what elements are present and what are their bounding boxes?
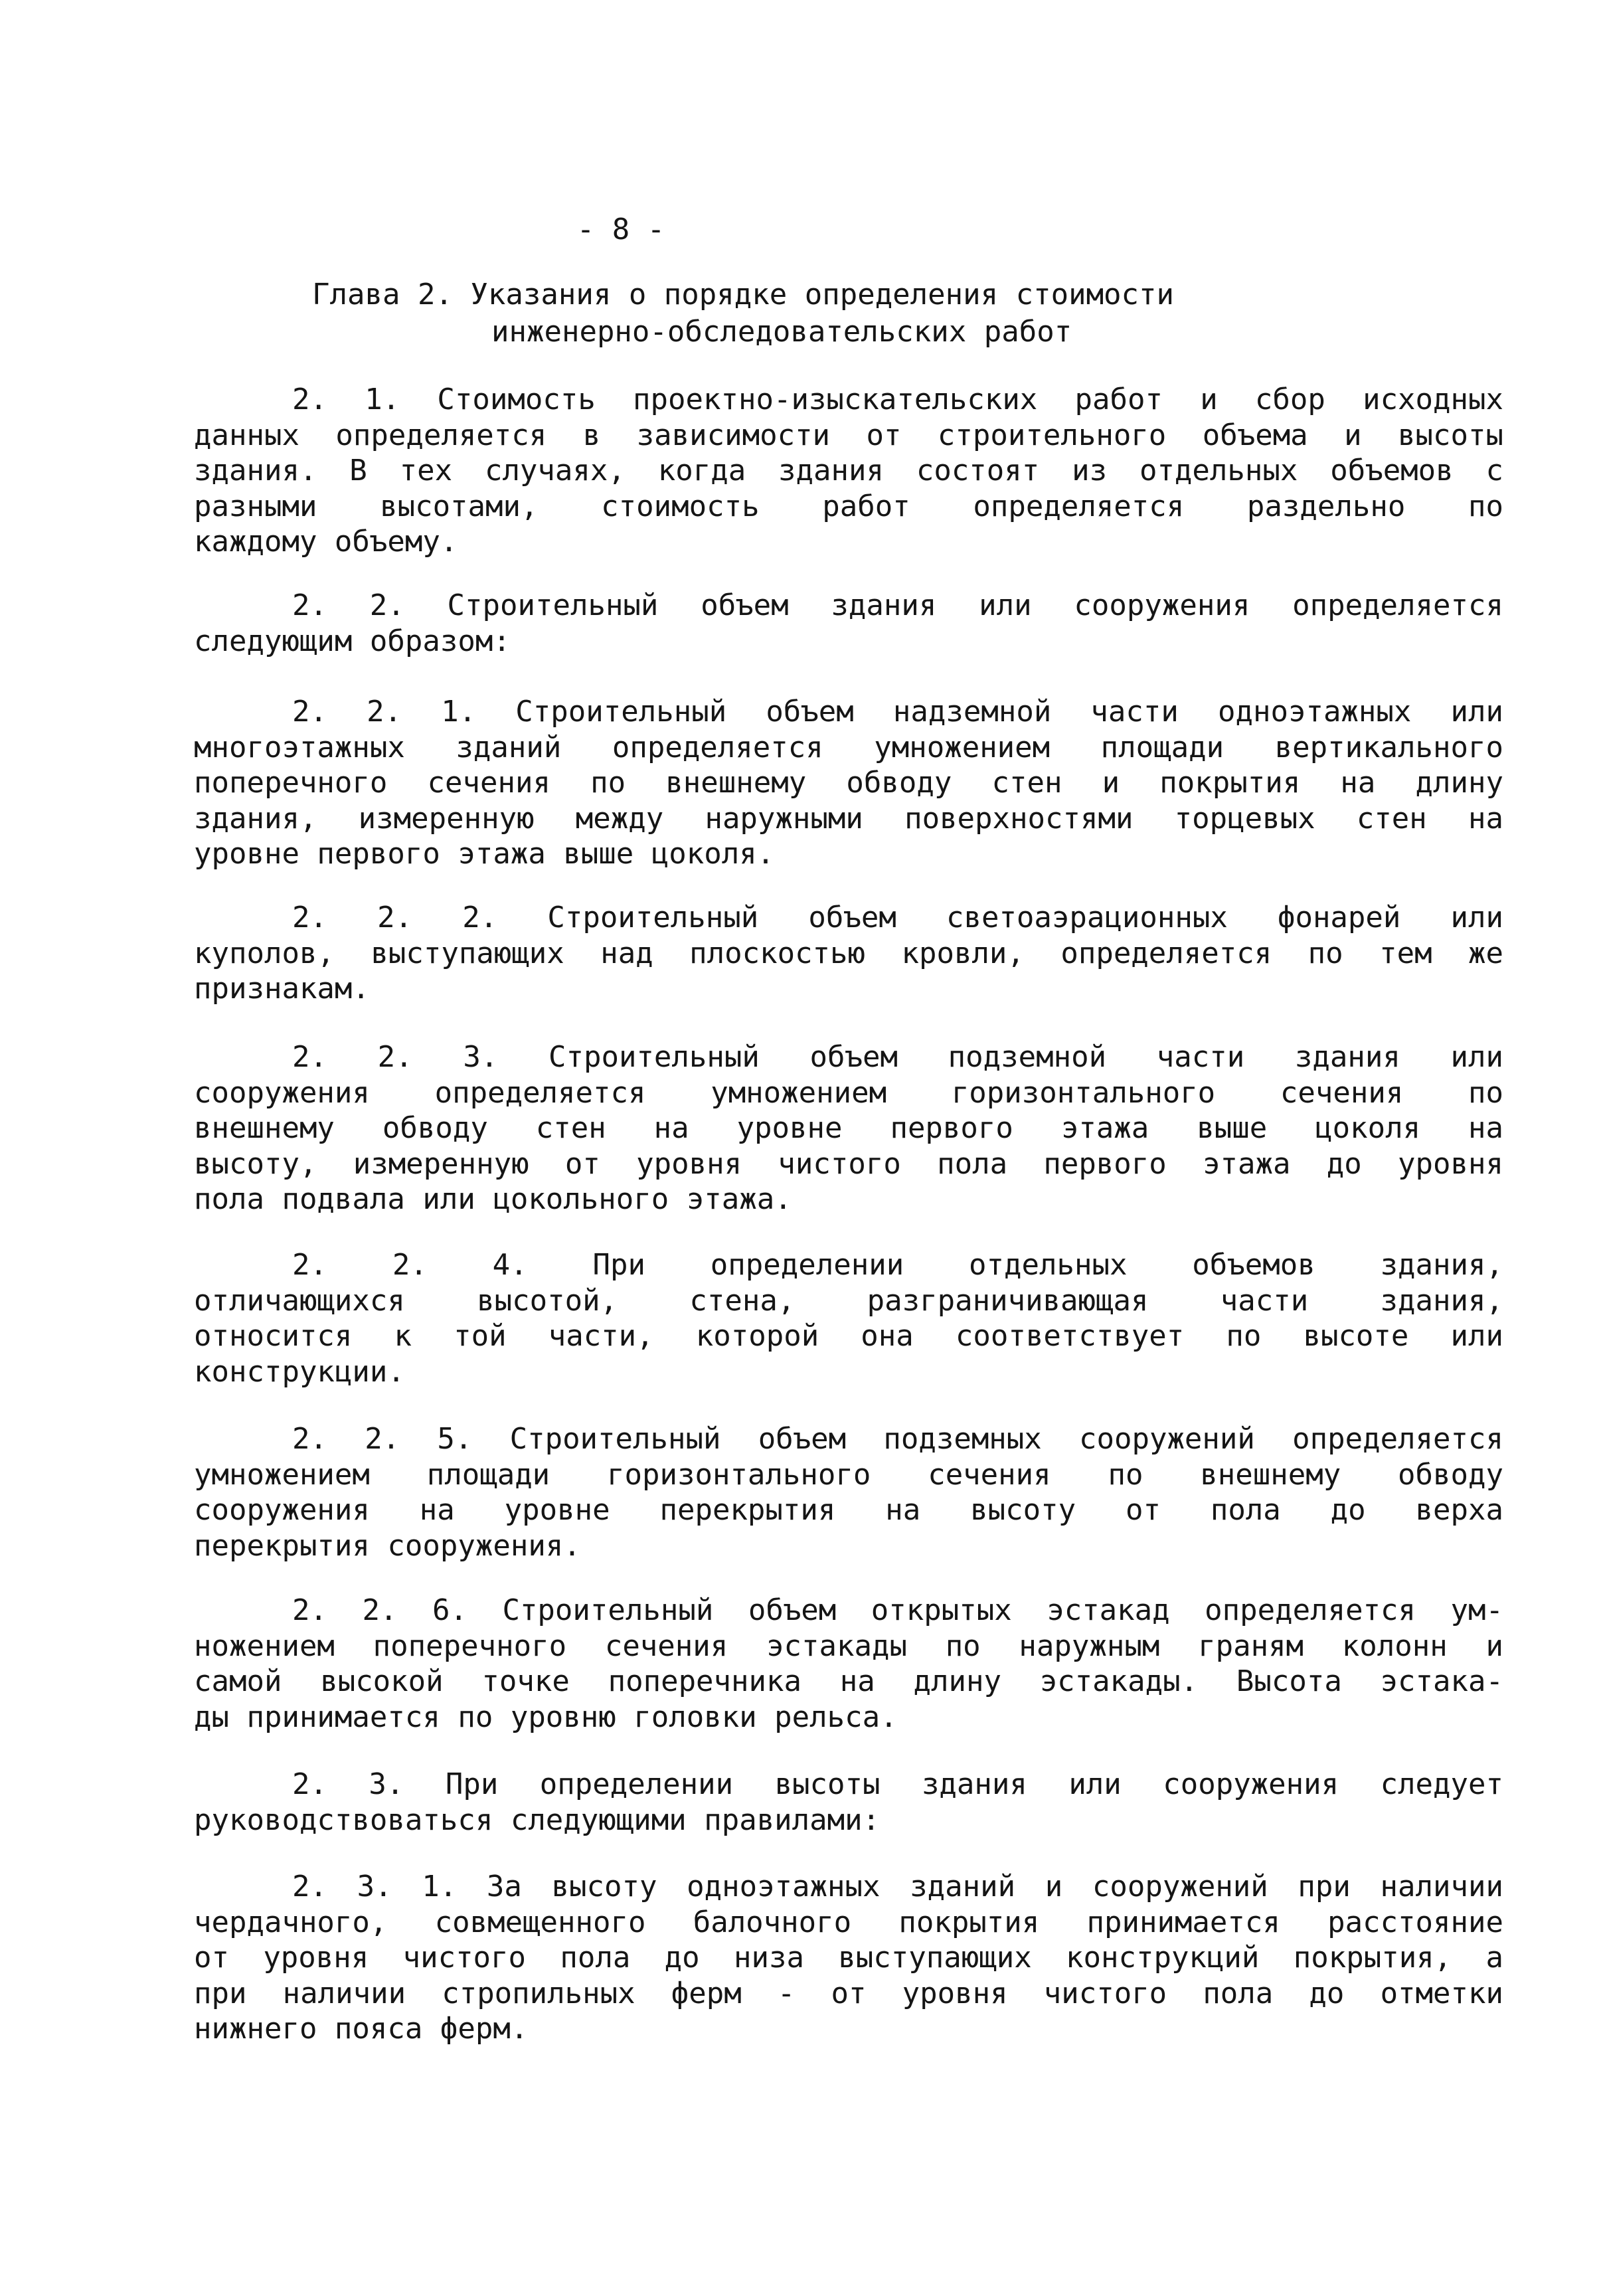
text-line: следующим образом: [194,624,511,658]
text-line: отличающихся высотой, стена, разграничивающая части здания, [194,1283,1503,1318]
text-line: высоту, измеренную от уровня чистого пола первого этажа до уровня [194,1146,1503,1181]
text-line: при наличии стропильных ферм - от уровня чистого пола до отметки [194,1976,1503,2010]
text-line: перекрытия сооружения. [194,1528,581,1563]
text-line: куполов, выступающих над плоскостью кровли, определяется по тем же [194,936,1503,970]
text-line: чердачного, совмещенного балочного покрытия принимается расстояние [194,1905,1503,1939]
paragraph-2-3-1 [194,1869,1503,2047]
paragraph-2-3 [194,1767,1503,1838]
text-line: 2. 2. 3. Строительный объем подземной части здания или [292,1040,1503,1074]
text-line: 2. 2. 2. Строительный объем светоаэрационных фонарей или [292,901,1503,934]
paragraph-2-2-3 [194,1039,1503,1217]
text-line: поперечного сечения по внешнему обводу стен и покрытия на длину [194,766,1503,800]
paragraph-2-2-1 [194,694,1503,872]
paragraph-2-1 [194,382,1503,560]
text-line: самой высокой точке поперечника на длину эстакады. Высота эстака- [194,1664,1503,1698]
text-line: умножением площади горизонтального сечения по внешнему обводу [194,1457,1503,1492]
text-line: разными высотами, стоимость работ определяется раздельно по [194,489,1503,523]
text-line: сооружения определяется умножением горизонтального сечения по [194,1075,1503,1110]
text-line: ды принимается по уровню головки рельса. [194,1700,898,1734]
text-line: внешнему обводу стен на уровне первого этажа выше цоколя на [194,1111,1503,1145]
text-line: 2. 2. 4. При определении отдельных объемов здания, [292,1248,1503,1282]
paragraph-2-2-6 [194,1593,1503,1735]
text-line: ножением поперечного сечения эстакады по наружным граням колонн и [194,1629,1503,1663]
paragraph-2-2 [194,588,1503,659]
paragraph-2-2-2 [194,900,1503,1007]
text-line: 2. 2. 1. Строительный объем надземной части одноэтажных или [292,695,1503,729]
chapter-title-line: инженерно-обследовательских работ [491,315,1072,349]
text-line: 2. 3. При определении высоты здания или сооружения следует [292,1767,1503,1801]
text-line: нижнего пояса ферм. [194,2012,529,2046]
text-line: каждому объему. [194,525,458,559]
text-line: руководствоваться следующими правилами: [194,1803,881,1837]
text-line: 2. 2. 6. Строительный объем открытых эстакад определяется ум- [292,1593,1503,1627]
text-line: 2. 1. Стоимость проектно-изыскательских работ и сбор исходных [292,383,1503,416]
text-line: уровне первого этажа выше цоколя. [194,837,775,871]
text-line: признакам. [194,972,370,1006]
text-line: здания, измеренную между наружными поверхностями торцевых стен на [194,801,1503,836]
text-line: от уровня чистого пола до низа выступающих конструкций покрытия, а [194,1941,1503,1975]
text-line: данных определяется в зависимости от строительного объема и высоты [194,418,1503,452]
text-line: 2. 2. Строительный объем здания или сооружения определяется [292,588,1503,622]
text-line: здания. В тех случаях, когда здания состоят из отдельных объемов с [194,454,1503,487]
text-line: многоэтажных зданий определяется умножением площади вертикального [194,730,1503,764]
text-line: сооружения на уровне перекрытия на высоту от пола до верха [194,1493,1503,1527]
text-line: 2. 2. 5. Строительный объем подземных сооружений определяется [292,1422,1503,1456]
text-line: 2. 3. 1. За высоту одноэтажных зданий и сооружений при наличии [292,1870,1503,1903]
paragraph-2-2-4 [194,1247,1503,1389]
page-number: - 8 - [576,213,665,246]
chapter-title [312,276,1308,351]
text-line: относится к той части, которой она соответствует по высоте или [194,1319,1503,1353]
paragraph-2-2-5 [194,1421,1503,1563]
text-line: конструкции. [194,1354,405,1389]
text-line: пола подвала или цокольного этажа. [194,1182,792,1216]
chapter-title-line: Глава 2. Указания о порядке определения стоимости [312,278,1175,311]
